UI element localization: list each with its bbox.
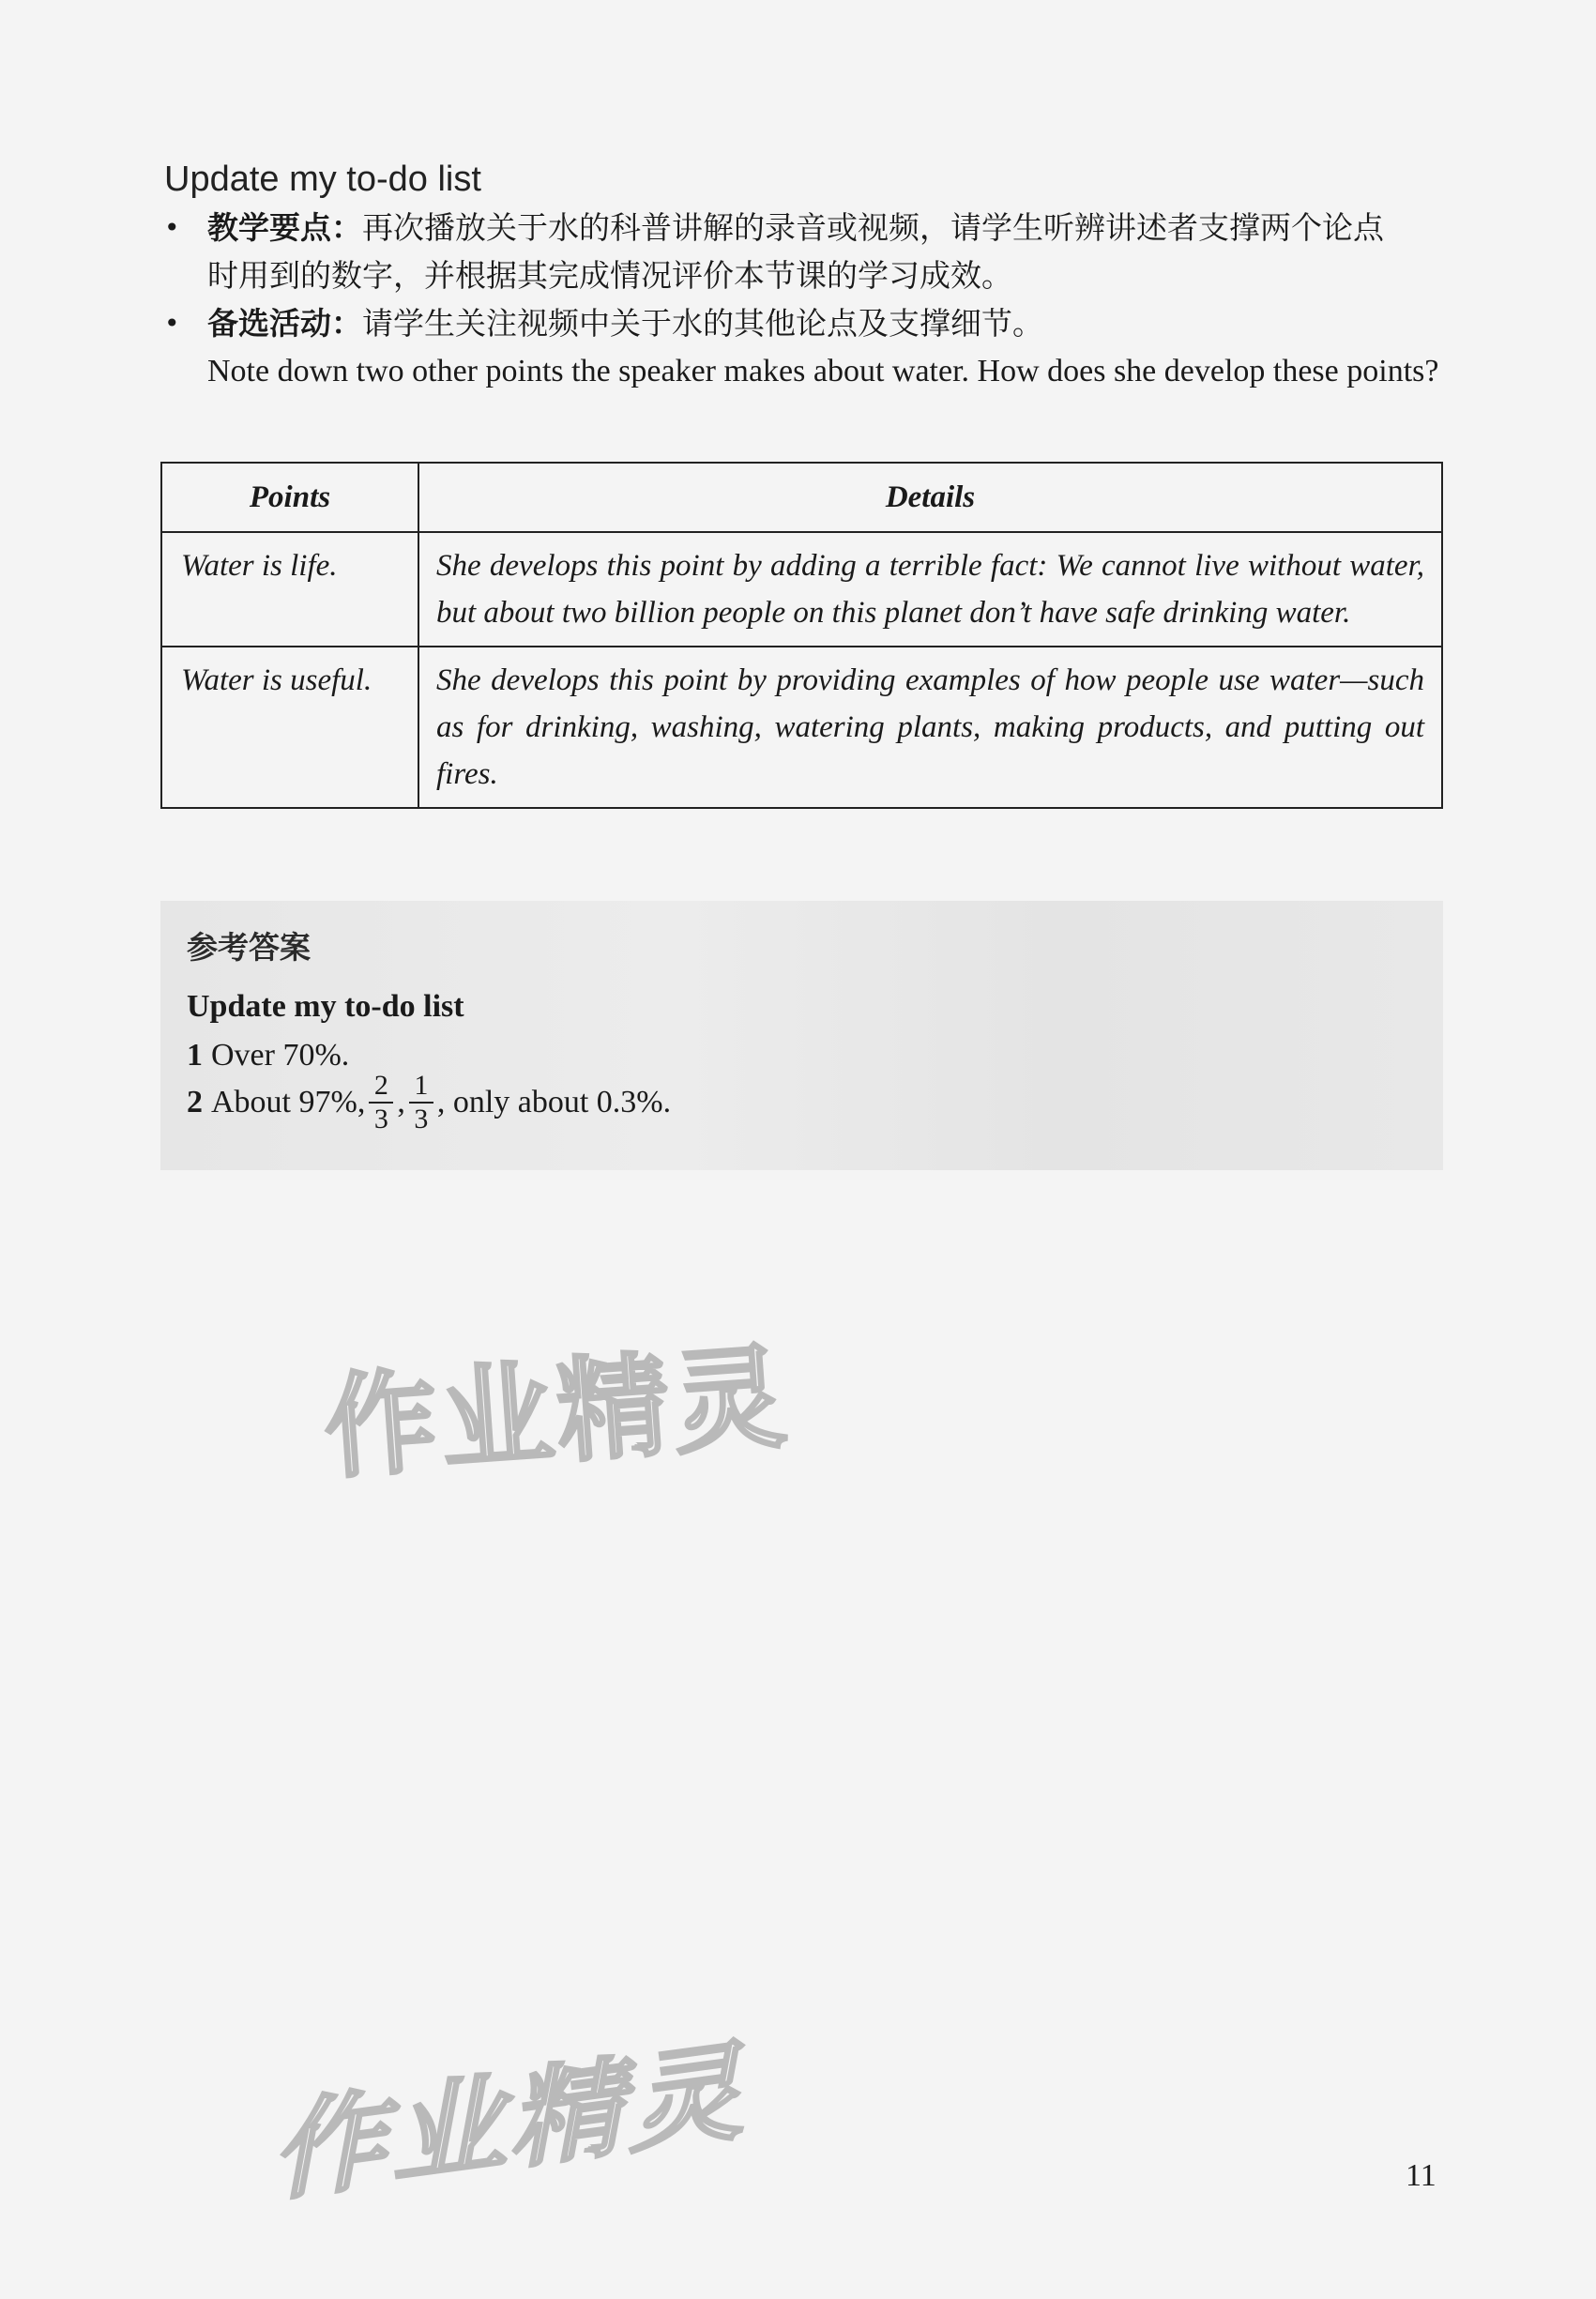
- answer-number: 1: [187, 1038, 203, 1073]
- fraction-two-thirds: [369, 1070, 393, 1135]
- bullet-optional-activity: [164, 300, 1445, 348]
- fraction-separator: ,: [397, 1085, 405, 1119]
- point-cell: Water is life.: [161, 532, 418, 647]
- answer-item-2: [187, 1070, 671, 1135]
- fraction-one-third: [409, 1070, 433, 1135]
- page-number: 11: [1406, 2158, 1436, 2193]
- fraction-numerator: 1: [414, 1070, 429, 1101]
- detail-cell: She develops this point by providing examples of how people use water—such as for drinking, washing, watering plants, making products, and putting out fires.: [418, 647, 1442, 808]
- bullet-dot-icon: •: [164, 212, 180, 243]
- answer-number: 2: [187, 1085, 203, 1119]
- bullet-text: 请学生关注视频中关于水的其他论点及支撑细节。: [362, 305, 1043, 342]
- bullet-teaching-points: [164, 205, 1445, 300]
- bullet-label: 教学要点：: [207, 209, 362, 246]
- bullet-list: [164, 205, 1445, 395]
- answer-text: About 97%,: [211, 1085, 366, 1119]
- answers-title: 参考答案: [187, 929, 311, 966]
- fraction-numerator: 2: [373, 1070, 388, 1101]
- bullet-dot-icon: •: [164, 308, 180, 339]
- point-cell: Water is useful.: [161, 647, 418, 808]
- header-details: Details: [418, 463, 1442, 532]
- header-points: Points: [161, 463, 418, 532]
- bullet-label: 备选活动：: [207, 305, 362, 342]
- reference-answers-box: [160, 901, 1443, 1170]
- activity-instruction: Note down two other points the speaker makes about water. How does she develop these points?: [207, 354, 1439, 388]
- answers-subtitle: Update my to-do list: [187, 989, 464, 1024]
- section-heading: Update my to-do list: [164, 160, 481, 199]
- answer-text: , only about 0.3%.: [436, 1085, 672, 1119]
- fraction-denominator: 3: [414, 1104, 429, 1134]
- fraction-denominator: 3: [373, 1104, 388, 1134]
- answer-text: Over 70%.: [211, 1038, 350, 1073]
- bullet-text-continued: 时用到的数字，并根据其完成情况评价本节课的学习成效。: [207, 257, 1012, 294]
- points-table: [160, 462, 1443, 809]
- answer-item-1: [187, 1038, 349, 1073]
- watermark-logo: 作业精灵: [320, 1332, 794, 1496]
- watermark-logo: 作业精灵: [268, 2024, 768, 2217]
- bullet-text: 再次播放关于水的科普讲解的录音或视频，请学生听辨讲述者支撑两个论点: [362, 209, 1384, 246]
- detail-cell: She develops this point by adding a terrible fact: We cannot live without water, but about two billion people on this planet don’t have safe drinking water.: [418, 532, 1442, 647]
- table-row: [161, 647, 1442, 808]
- table-header-row: [161, 463, 1442, 532]
- table-row: [161, 532, 1442, 647]
